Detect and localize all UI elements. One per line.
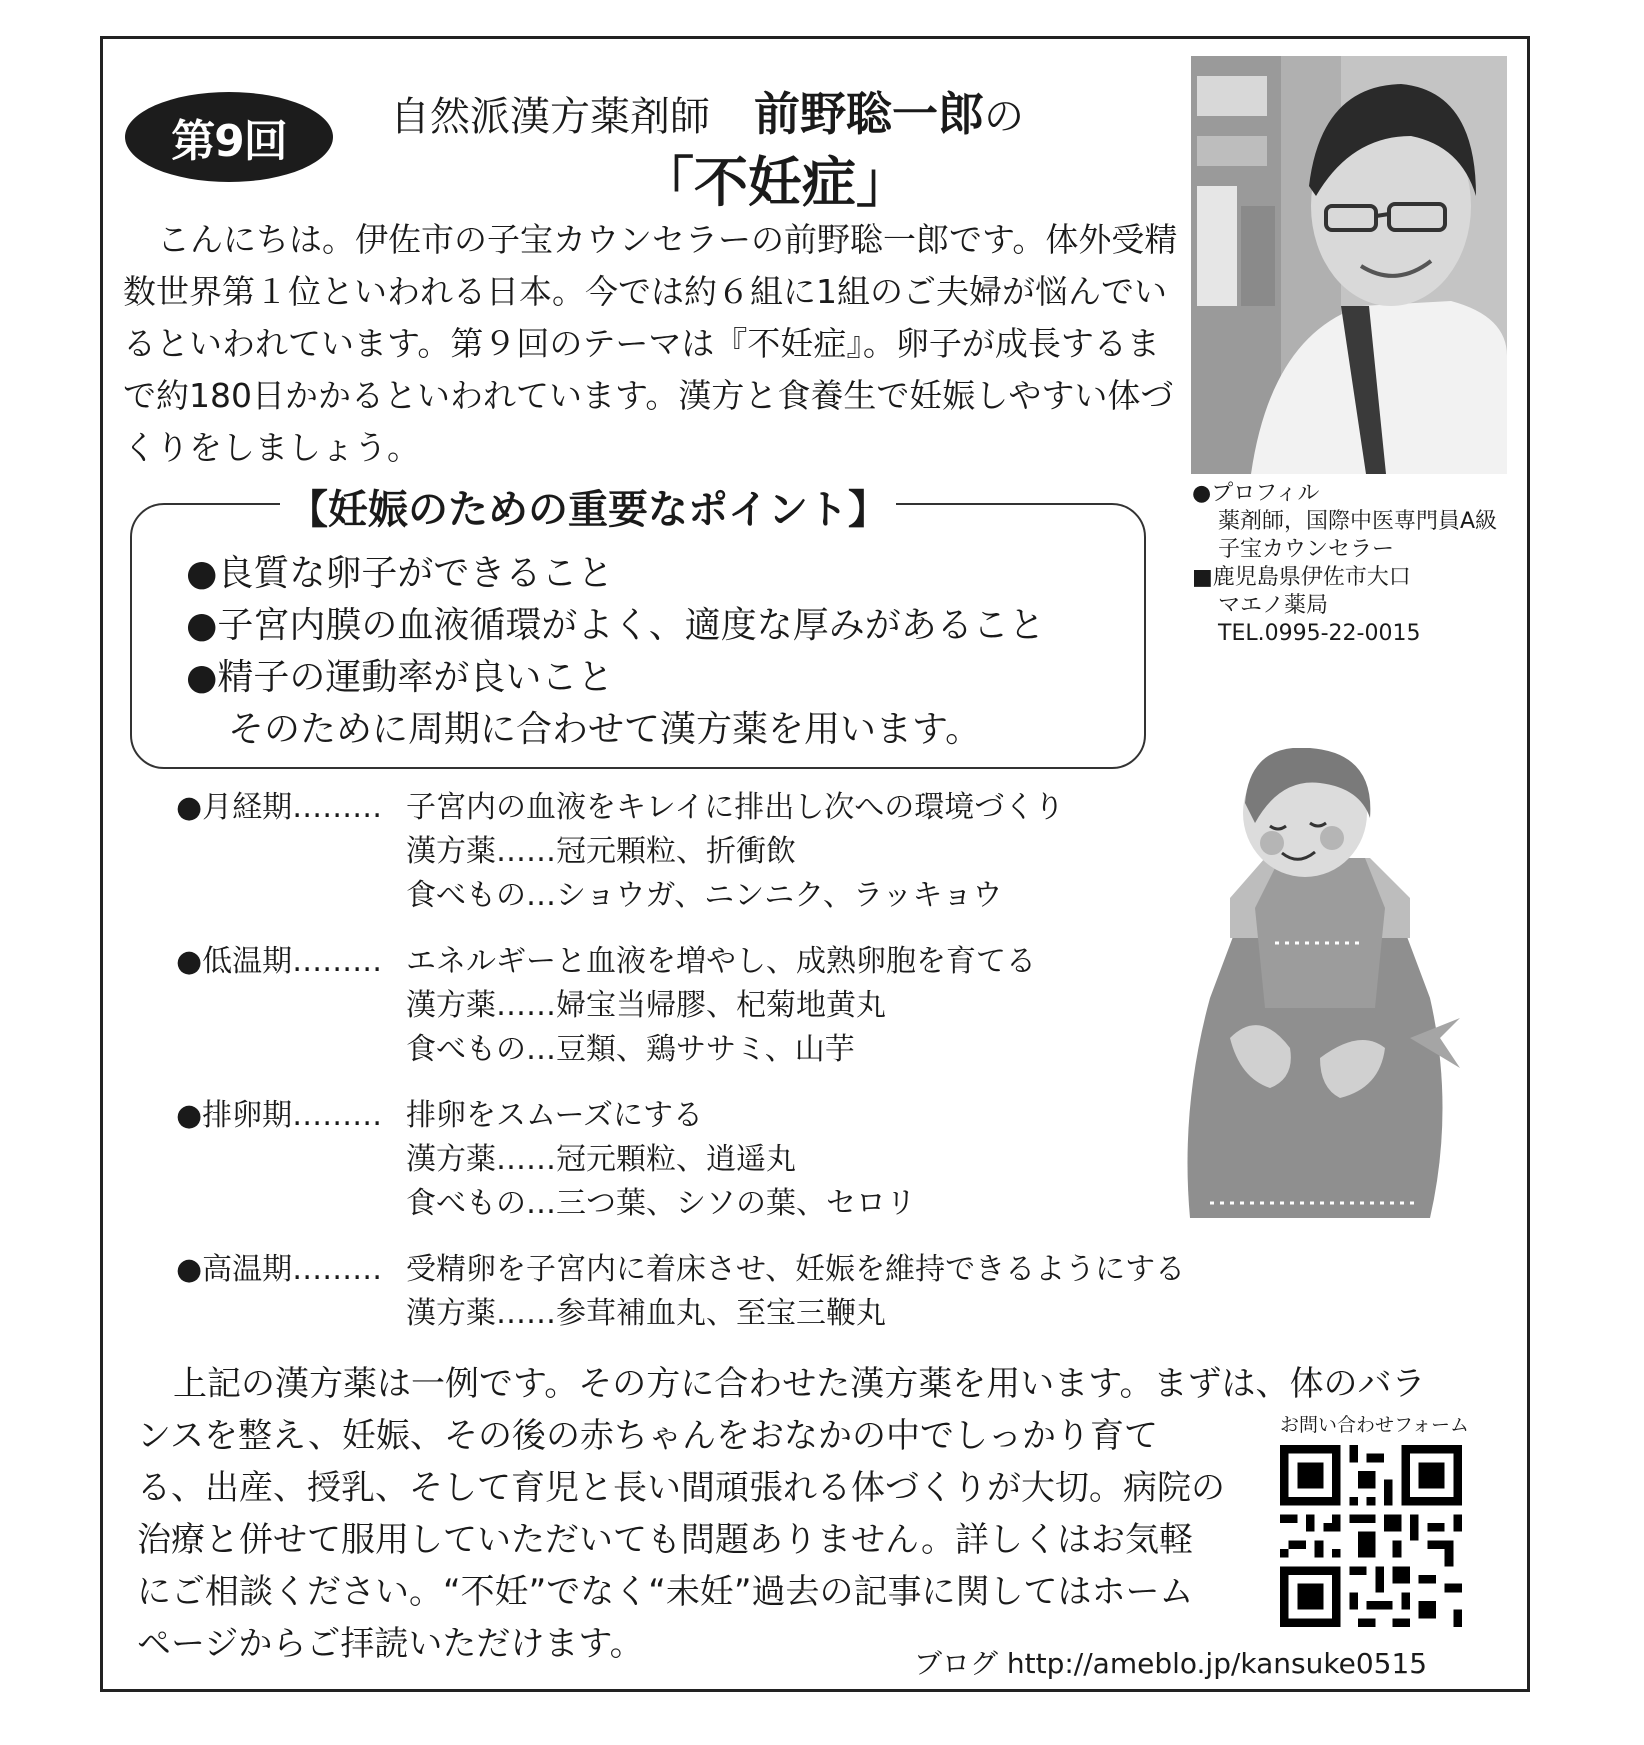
phase-herbs: 漢方薬……冠元顆粒、逍遥丸 — [406, 1142, 796, 1177]
episode-badge: 第9回 — [125, 92, 333, 182]
phase-herbs: 漢方薬……婦宝当帰膠、杞菊地黄丸 — [406, 988, 886, 1023]
key-points-heading: 【妊娠のための重要なポイント】 — [280, 478, 896, 535]
profile-heading: ●プロフィル — [1192, 481, 1320, 506]
phase-ovulation — [176, 1094, 1185, 1226]
phase-herbs: 漢方薬……参茸補血丸、至宝三鞭丸 — [406, 1296, 886, 1331]
blog-link[interactable]: ブログ http://ameblo.jp/kansuke0515 — [914, 1647, 1428, 1680]
profile-qualification: 薬剤師，国際中医専門員A級 — [1218, 509, 1498, 534]
inquiry-form-label: お問い合わせフォーム — [1280, 1414, 1470, 1436]
closing-line: ンスを整え、妊娠、その後の赤ちゃんをおなかの中でしっかり育て — [137, 1416, 1159, 1456]
profile-shop: マエノ薬局 — [1218, 593, 1329, 618]
key-point-item: ●子宮内膜の血液循環がよく、適度な厚みがあること — [186, 605, 1045, 646]
profile-title: 子宝カウンセラー — [1218, 537, 1395, 562]
pregnant-woman-illustration — [1170, 748, 1460, 1228]
phase-label: ●高温期……… — [176, 1252, 383, 1287]
key-point-item: ●精子の運動率が良いこと — [186, 657, 614, 698]
key-point-item: ●良質な卵子ができること — [186, 553, 614, 594]
phase-menstrual — [176, 786, 1185, 918]
cycle-phases — [176, 786, 1185, 1358]
key-points-note: そのために周期に合わせて漢方薬を用います。 — [228, 709, 982, 750]
key-points-list — [186, 548, 1045, 756]
phase-description: エネルギーと血液を増やし、成熟卵胞を育てる — [406, 944, 1036, 979]
byline-particle: の — [984, 94, 1024, 140]
phase-high-temperature — [176, 1248, 1185, 1336]
phase-description: 子宮内の血液をキレイに排出し次への環境づくり — [406, 790, 1065, 825]
qr-code-icon[interactable] — [1280, 1445, 1462, 1627]
phase-description: 受精卵を子宮内に着床させ、妊娠を維持できるようにする — [406, 1252, 1186, 1287]
woman-icon — [1170, 748, 1460, 1228]
phase-label: ●月経期……… — [176, 790, 383, 825]
profile-block — [1192, 480, 1522, 648]
phase-food: 食べもの…三つ葉、シソの葉、セロリ — [406, 1186, 916, 1221]
phase-low-temperature — [176, 940, 1185, 1072]
pharmacist-photo-icon — [1191, 56, 1507, 474]
intro-paragraph: こんにちは。伊佐市の子宝カウンセラーの前野聡一郎です。体外受精数世界第１位といわれる日本。今では約６組に1組のご夫婦が悩んでいるといわれています。第９回のテーマは『不妊症』。卵子が成長するまで約180日かかるといわれています。漢方と食養生で妊娠しやすい体づくりをしましょう。 — [123, 220, 1178, 467]
closing-line: にご相談ください。“不妊”でなく“未妊”過去の記事に関してはホーム — [137, 1572, 1194, 1612]
phase-herbs: 漢方薬……冠元顆粒、折衝飲 — [406, 834, 796, 869]
article-theme: 「不妊症」 — [640, 150, 910, 214]
author-photo — [1191, 56, 1507, 474]
closing-line: 上記の漢方薬は一例です。その方に合わせた漢方薬を用います。まずは、体のバラ — [173, 1364, 1426, 1404]
phase-food: 食べもの…豆類、鶏ササミ、山芋 — [406, 1032, 855, 1067]
closing-line: 治療と併せて服用していただいても問題ありません。詳しくはお気軽 — [137, 1520, 1194, 1560]
article-byline — [390, 78, 1190, 144]
author-name: 前野聡一郎 — [754, 87, 984, 141]
author-role: 自然派漢方薬剤師 — [390, 94, 710, 140]
closing-line: る、出産、授乳、そして育児と長い間頑張れる体づくりが大切。病院の — [137, 1468, 1225, 1508]
phase-description: 排卵をスムーズにする — [406, 1098, 703, 1133]
closing-line: ページからご拝読いただけます。 — [137, 1624, 644, 1664]
phase-food: 食べもの…ショウガ、ニンニク、ラッキョウ — [406, 878, 1003, 913]
profile-tel: TEL.0995‐22‐0015 — [1218, 621, 1421, 646]
phase-label: ●排卵期……… — [176, 1098, 383, 1133]
phase-label: ●低温期……… — [176, 944, 383, 979]
profile-address: ■鹿児島県伊佐市大口 — [1192, 565, 1411, 590]
